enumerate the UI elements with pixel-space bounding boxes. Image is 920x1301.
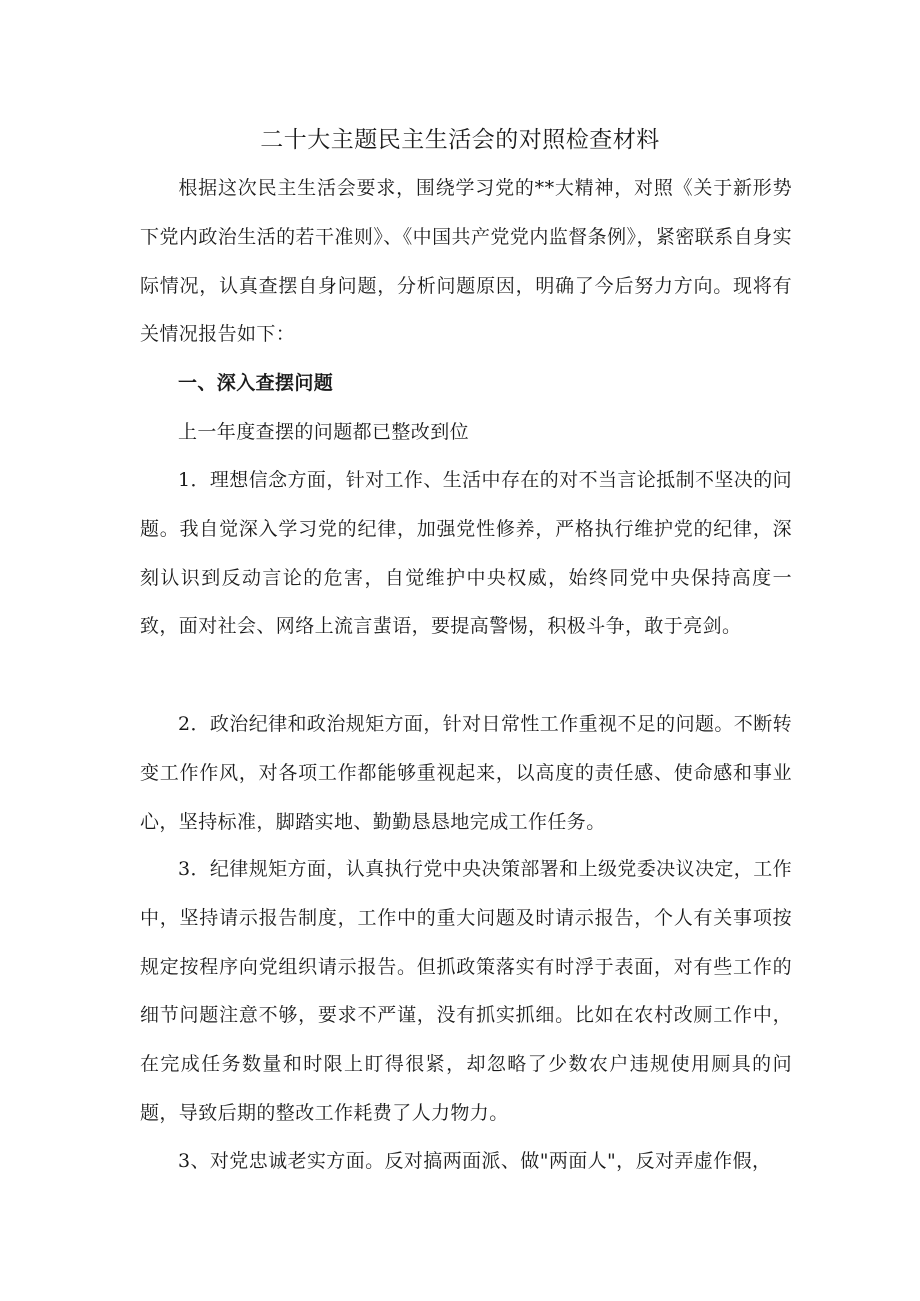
section-heading-text: 一、深入查摆问题 (178, 372, 334, 394)
status-paragraph-text: 上一年度查摆的问题都已整改到位 (178, 421, 470, 443)
item-3-paragraph (140, 845, 792, 1138)
intro-paragraph (140, 164, 792, 359)
item-2-text: 2．政治纪律和政治规矩方面，针对日常性工作重视不足的问题。不断转变工作作风，对各项工作都能够重视起来，以高度的责任感、使命感和事业心，坚持标准，脚踏实地、勤勤恳恳地完成工作任务。 (140, 713, 792, 833)
item-1-text: 1．理想信念方面，针对工作、生活中存在的对不当言论抵制不坚决的问题。我自觉深入学习党的纪律，加强党性修养，严格执行维护党的纪律，深刻认识到反动言论的危害，自觉维护中央权威，始终同党中央保持高度一致，面对社会、网络上流言蜚语，要提高警惕，积极斗争，敢于亮剑。 (140, 469, 792, 638)
document-title: 二十大主题民主生活会的对照检查材料 (260, 127, 660, 153)
status-paragraph (140, 408, 792, 457)
item-1-paragraph (140, 456, 792, 651)
intro-paragraph-text: 根据这次民主生活会要求，围绕学习党的**大精神，对照《关于新形势下党内政治生活的若干准则》、《中国共产党党内监督条例》，紧密联系自身实际情况，认真查摆自身问题，分析问题原因，明确了今后努力方向。现将有关情况报告如下： (140, 177, 792, 346)
item-3b-text: 3、对党忠诚老实方面。反对搞两面派、做"两面人"，反对弄虚作假， (178, 1150, 772, 1172)
section-heading (140, 359, 792, 408)
item-2-paragraph (140, 700, 792, 846)
item-3-text: 3．纪律规矩方面，认真执行党中央决策部署和上级党委决议决定，工作中，坚持请示报告制度，工作中的重大问题及时请示报告，个人有关事项按规定按程序向党组织请示报告。但抓政策落实有时浮于表面，对有些工作的细节问题注意不够，要求不严谨，没有抓实抓细。比如在农村改厕工作中，在完成任务数量和时限上盯得很紧，却忽略了少数农户违规使用厕具的问题，导致后期的整改工作耗费了人力物力。 (140, 858, 792, 1124)
item-3b-paragraph (140, 1137, 792, 1186)
